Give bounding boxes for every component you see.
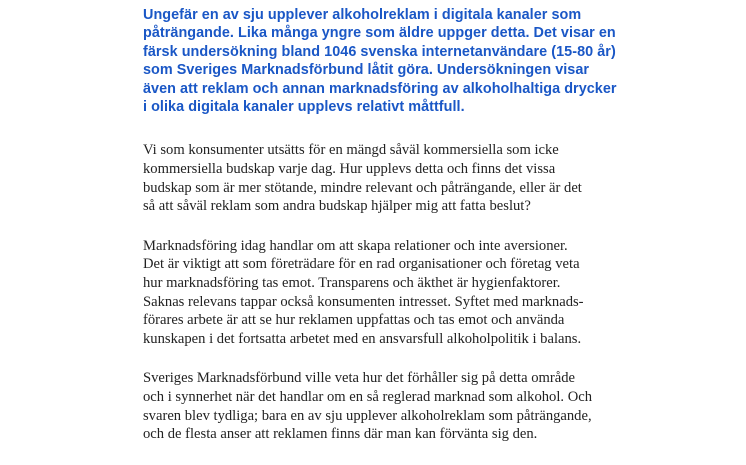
lead-line: färsk undersökning bland 1046 svenska internetanvändare (15-80 år) — [143, 43, 616, 60]
paragraph-line: Saknas relevans tappar också konsumenten intresset. Syftet med marknads- — [143, 293, 584, 310]
lead-line: Ungefär en av sju upplever alkoholreklam i digitala kanaler som — [143, 7, 582, 23]
body-paragraph-1 — [143, 141, 613, 215]
body-paragraph-3 — [143, 369, 613, 443]
paragraph-line: budskap som är mer stötande, mindre relevant och påträngande, eller är det — [143, 179, 582, 196]
lead-paragraph — [143, 6, 617, 116]
paragraph-line: och i synnerhet när det handlar om en så reglerad marknad som alkohol. Och — [143, 388, 593, 405]
paragraph-line: Vi som konsumenter utsätts för en mängd såväl kommersiella som icke — [143, 142, 559, 159]
paragraph-line: kommersiella budskap varje dag. Hur upplevs detta och finns det vissa — [143, 161, 556, 178]
paragraph-line: och de flesta anser att reklamen finns där man kan förvänta sig den. — [143, 426, 538, 443]
lead-line: i olika digitala kanaler upplevs relativt måttfull. — [143, 99, 465, 116]
paragraph-line: förares arbete är att se hur reklamen uppfattas och tas emot och använda — [143, 312, 565, 329]
lead-line: påträngande. Lika många yngre som äldre uppger detta. Det visar en — [143, 25, 616, 42]
body-paragraph-2 — [143, 237, 613, 349]
document-page — [143, 6, 617, 465]
paragraph-line: svaren blev tydliga; bara en av sju upplever alkoholreklam som påträngande, — [143, 407, 592, 424]
paragraph-line: kunskapen i det fortsatta arbetet med en ansvarsfull alkoholpolitik i balans. — [143, 330, 582, 347]
paragraph-line: hur marknadsföring tas emot. Transparens och äkthet är hygienfaktorer. — [143, 275, 561, 291]
paragraph-line: Sveriges Marknadsförbund ville veta hur det förhåller sig på detta område — [143, 370, 575, 387]
paragraph-line: så att såväl reklam som andra budskap hjälper mig att fatta beslut? — [143, 198, 531, 215]
paragraph-line: Det är viktigt att som företrädare för en rad organisationer och företag veta — [143, 256, 580, 273]
lead-line: som Sveriges Marknadsförbund låtit göra. Undersökningen visar — [143, 62, 590, 79]
paragraph-line: Marknadsföring idag handlar om att skapa relationer och inte aversioner. — [143, 237, 568, 254]
lead-line: även att reklam och annan marknadsföring av alkoholhaltiga drycker — [143, 80, 617, 97]
